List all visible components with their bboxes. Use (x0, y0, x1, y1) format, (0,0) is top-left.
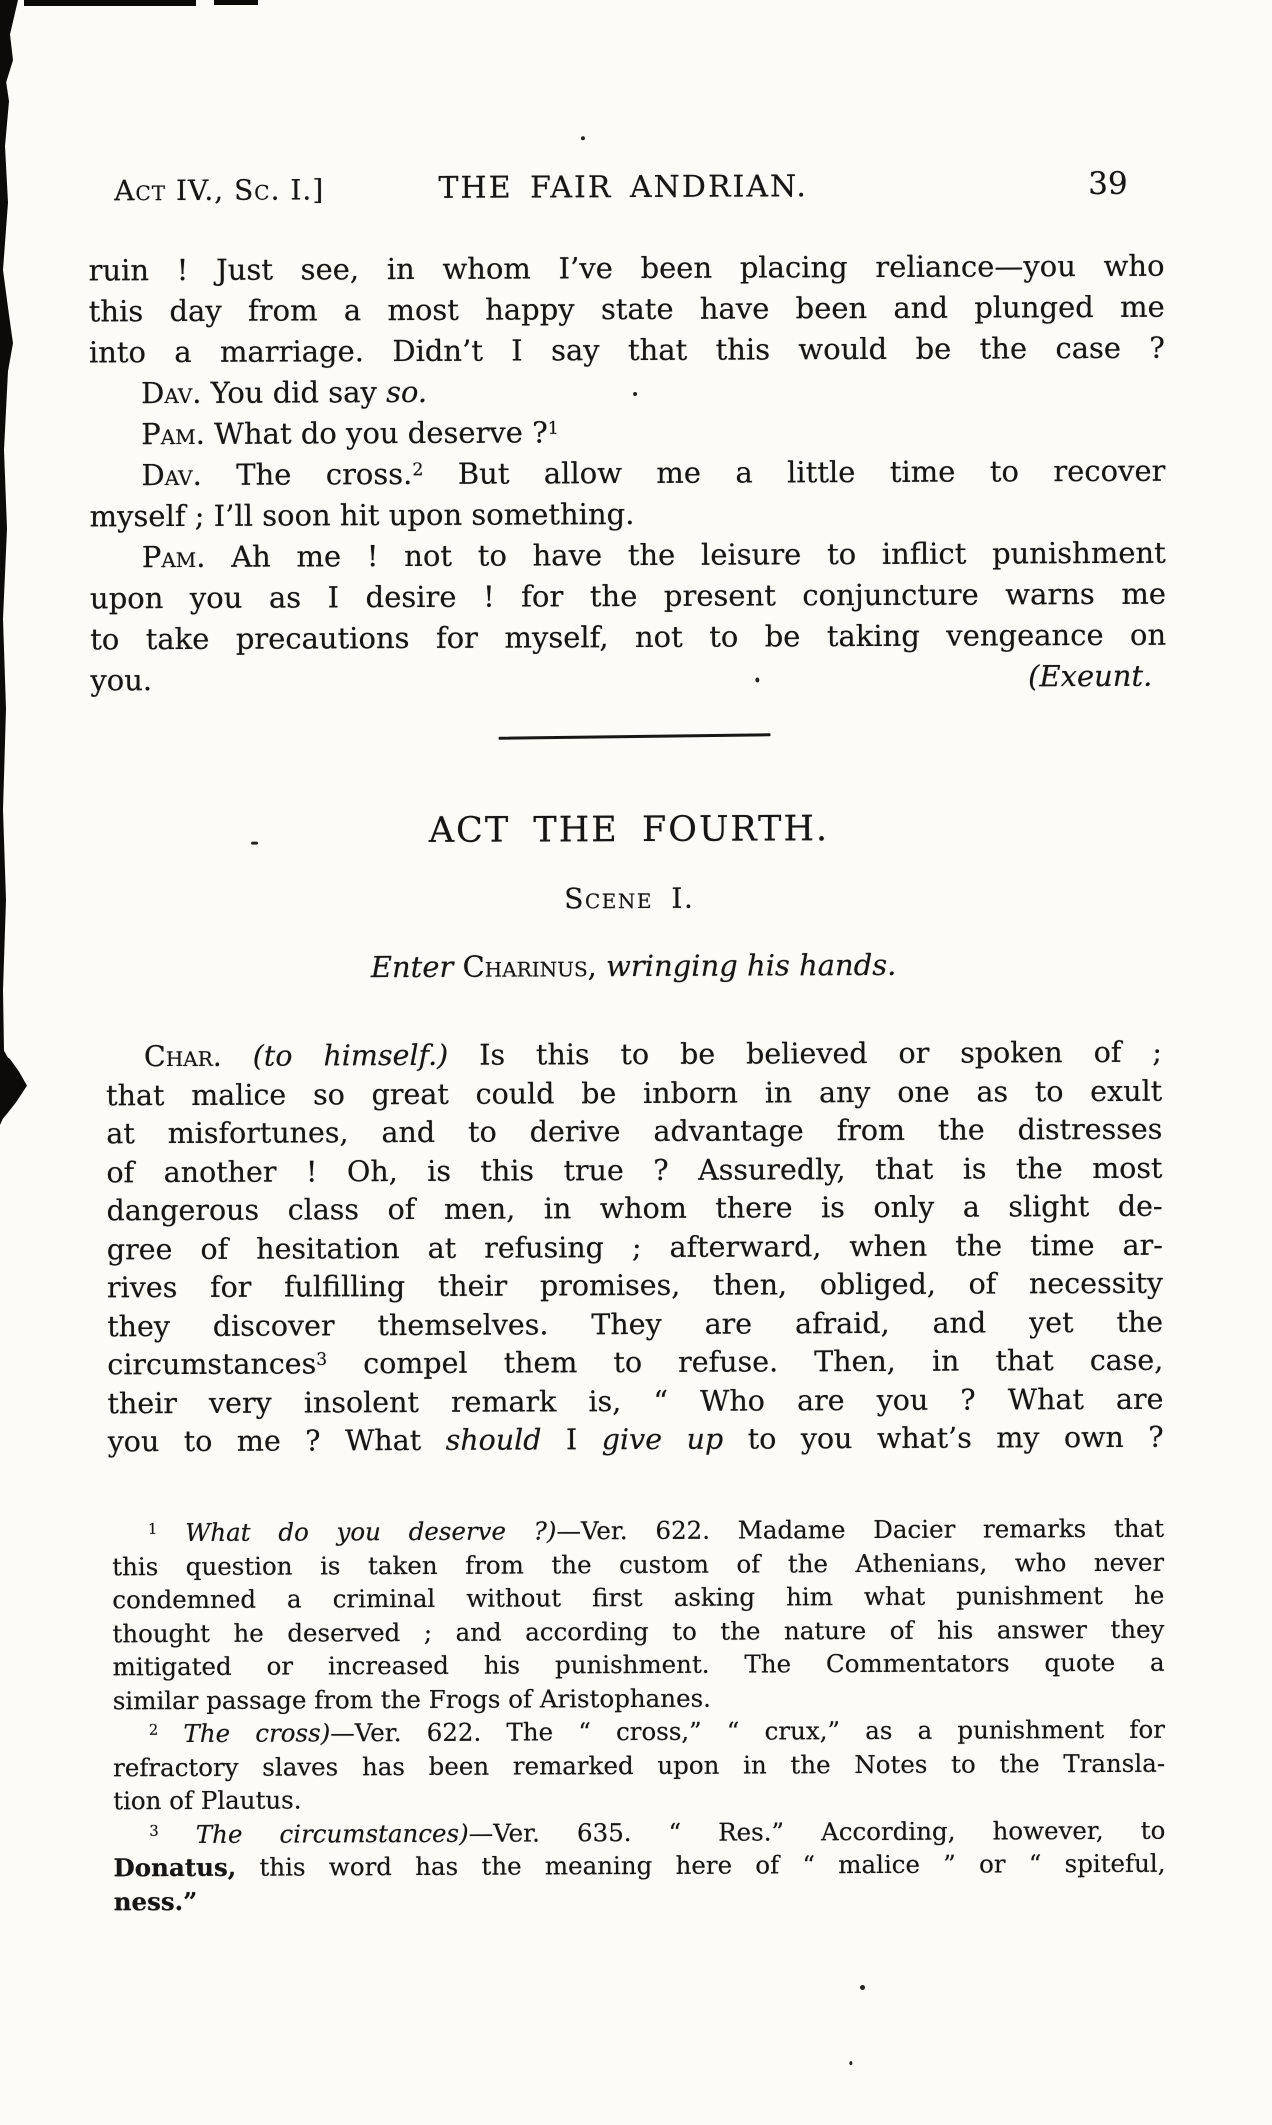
text-line (112, 1512, 1164, 1550)
text-line (112, 1579, 1164, 1617)
speech-block (106, 1034, 1164, 1462)
text-line (113, 1679, 1165, 1717)
scan-edge-artifact (24, 0, 196, 6)
text-segment: condemned a criminal without first asking him what punishment he (112, 1580, 1165, 1615)
text-segment: Pam. (141, 539, 206, 575)
text-line (107, 1303, 1163, 1346)
text-line (90, 574, 1166, 620)
text-segment: Char. (143, 1039, 222, 1074)
text-line (113, 1713, 1165, 1751)
text-line (89, 410, 1165, 456)
text-segment: The cross. (201, 456, 413, 492)
text-line (90, 533, 1166, 579)
running-header-act-scene: Act IV., Sc. I.] (114, 173, 325, 208)
stage-direction (105, 944, 1161, 989)
text-segment: you. (90, 663, 153, 698)
ink-speck (581, 136, 585, 140)
text-line (88, 246, 1164, 292)
text-segment: Enter (370, 949, 463, 985)
text-line (113, 1813, 1165, 1851)
text-segment: their very insolent remark is, “ Who are you ? What are (107, 1382, 1164, 1420)
text-segment: that malice so great could be inborn in any one as to exult (106, 1074, 1163, 1112)
text-segment: The cross) (183, 1718, 331, 1748)
text-line (89, 369, 1165, 415)
text-segment: You did say (201, 375, 387, 410)
text-segment: refractory slaves has been remarked upon in the Notes to the Transla- (113, 1748, 1166, 1782)
text-segment: Dav. (141, 457, 202, 493)
text-segment: (Exeunt. (1028, 658, 1153, 694)
text-line (114, 1880, 1166, 1918)
text-segment: What do you deserve ? (204, 415, 548, 451)
act-heading: ACT THE FOURTH. (428, 809, 830, 851)
text-segment: into a marriage. Didn’t I say that this would be the case ? (88, 330, 1165, 370)
text-segment: What do you deserve ?) (185, 1516, 557, 1547)
text-line (105, 944, 1161, 989)
text-line (113, 1746, 1165, 1784)
text-line (113, 1646, 1165, 1684)
text-segment: 3 (316, 1349, 328, 1370)
footnotes-block (112, 1512, 1166, 1919)
text-segment: should (445, 1423, 542, 1457)
text-segment: of another ! Oh, is this true ? Assuredly, that is the most (106, 1151, 1163, 1189)
text-line (89, 287, 1165, 333)
section-divider-rule (499, 733, 771, 740)
running-header-title: THE FAIR ANDRIAN. (438, 169, 808, 206)
text-segment: mitigated or increased his punishment. The Commentators quote a (112, 1647, 1165, 1682)
text-segment: Is this to be believed or spoken of ; (448, 1035, 1163, 1072)
text-segment: this word has the meaning here of “ malice ” or “ spiteful, (236, 1848, 1166, 1882)
ink-speck (860, 1985, 865, 1990)
text-line (113, 1847, 1165, 1885)
text-segment: circumstances (107, 1347, 317, 1382)
text-line (89, 451, 1165, 497)
text-segment (158, 1719, 183, 1748)
text-segment: this day from a most happy state have been and plunged me (88, 289, 1165, 329)
text-line (106, 1072, 1162, 1115)
text-segment: so. (385, 374, 428, 410)
text-segment: —Ver. 622. The “ cross,” “ crux,” as a punishment for (330, 1714, 1165, 1748)
text-segment: I (541, 1423, 602, 1457)
text-segment: Ah me ! not to have the leisure to inflict punishment (205, 535, 1166, 574)
text-segment: Donatus, (113, 1852, 237, 1883)
text-segment: rives for fulfilling their promises, then, obliged, of necessity (106, 1266, 1164, 1305)
text-segment: —Ver. 635. “ Res.” According, however, to (468, 1815, 1166, 1848)
text-segment: you to me ? What (107, 1423, 446, 1459)
text-line (106, 1111, 1162, 1154)
text-segment: gree of hesitation at refusing ; afterward, when the time ar- (106, 1228, 1163, 1266)
text-line (108, 1419, 1164, 1462)
text-segment: tion of Plautus. (113, 1785, 302, 1816)
text-line (113, 1780, 1165, 1818)
text-line (90, 492, 1166, 538)
text-segment: —Ver. 622. Madame Dacier remarks that (556, 1513, 1165, 1546)
ink-speck (633, 392, 637, 396)
text-line (107, 1380, 1163, 1423)
text-segment (159, 1819, 196, 1848)
text-segment: The circumstances) (195, 1818, 469, 1849)
text-segment (222, 1040, 253, 1073)
text-line (90, 656, 1166, 702)
text-segment: wringing his hands. (596, 947, 897, 984)
text-segment: this question is taken from the custom of the Athenians, who never (112, 1547, 1165, 1581)
text-line (107, 1342, 1163, 1385)
text-segment: to you what’s my own ? (723, 1420, 1164, 1456)
ink-speck (251, 842, 258, 845)
text-line (107, 1265, 1163, 1308)
text-line (107, 1226, 1163, 1269)
text-segment: 3 (149, 1822, 159, 1840)
text-segment: Pam. (141, 416, 205, 452)
text-segment: similar passage from the Frogs of Aristophanes. (112, 1683, 711, 1715)
text-segment: give up (601, 1422, 724, 1457)
text-segment: compel them to refuse. Then, in that case, (327, 1343, 1164, 1381)
text-line (106, 1034, 1162, 1077)
text-segment (157, 1518, 185, 1547)
text-line (90, 615, 1166, 661)
scan-edge-artifact (214, 0, 258, 5)
text-line (89, 328, 1165, 374)
text-segment: to take precautions for myself, not to be taking vengeance on (90, 617, 1167, 657)
text-line (112, 1612, 1164, 1650)
text-segment: 2 (148, 1721, 159, 1739)
page-number: 39 (1088, 165, 1128, 203)
text-segment: But allow me a little time to recover (423, 453, 1166, 491)
text-segment: dangerous class of men, in whom there is only a slight de- (106, 1189, 1163, 1228)
text-segment: myself ; I’ll soon hit upon something. (89, 497, 635, 534)
text-segment: Dav. (141, 375, 202, 411)
ink-speck (849, 2061, 852, 2065)
text-segment: thought he deserved ; and according to the nature of his answer they (112, 1614, 1165, 1648)
dialogue-block (88, 246, 1166, 702)
text-line (112, 1545, 1164, 1583)
ink-speck (755, 677, 759, 682)
text-segment: they discover themselves. They are afraid, and yet the (107, 1305, 1164, 1343)
text-segment: ruin ! Just see, in whom I’ve been placing reliance—you who (88, 248, 1165, 288)
scene-heading: Scene I. (564, 881, 695, 916)
text-segment: at misfortunes, and to derive advantage from the distresses (106, 1112, 1163, 1151)
text-segment: 2 (412, 460, 424, 481)
text-segment: upon you as I desire ! for the present conjuncture warns me (89, 576, 1167, 616)
text-segment: 1 (147, 1520, 158, 1538)
text-segment: Charinus, (462, 949, 597, 984)
text-segment: ness.” (113, 1886, 198, 1916)
text-segment: 1 (547, 418, 559, 439)
text-segment: (to himself.) (252, 1038, 449, 1073)
text-line (107, 1188, 1163, 1231)
text-line (106, 1149, 1162, 1192)
